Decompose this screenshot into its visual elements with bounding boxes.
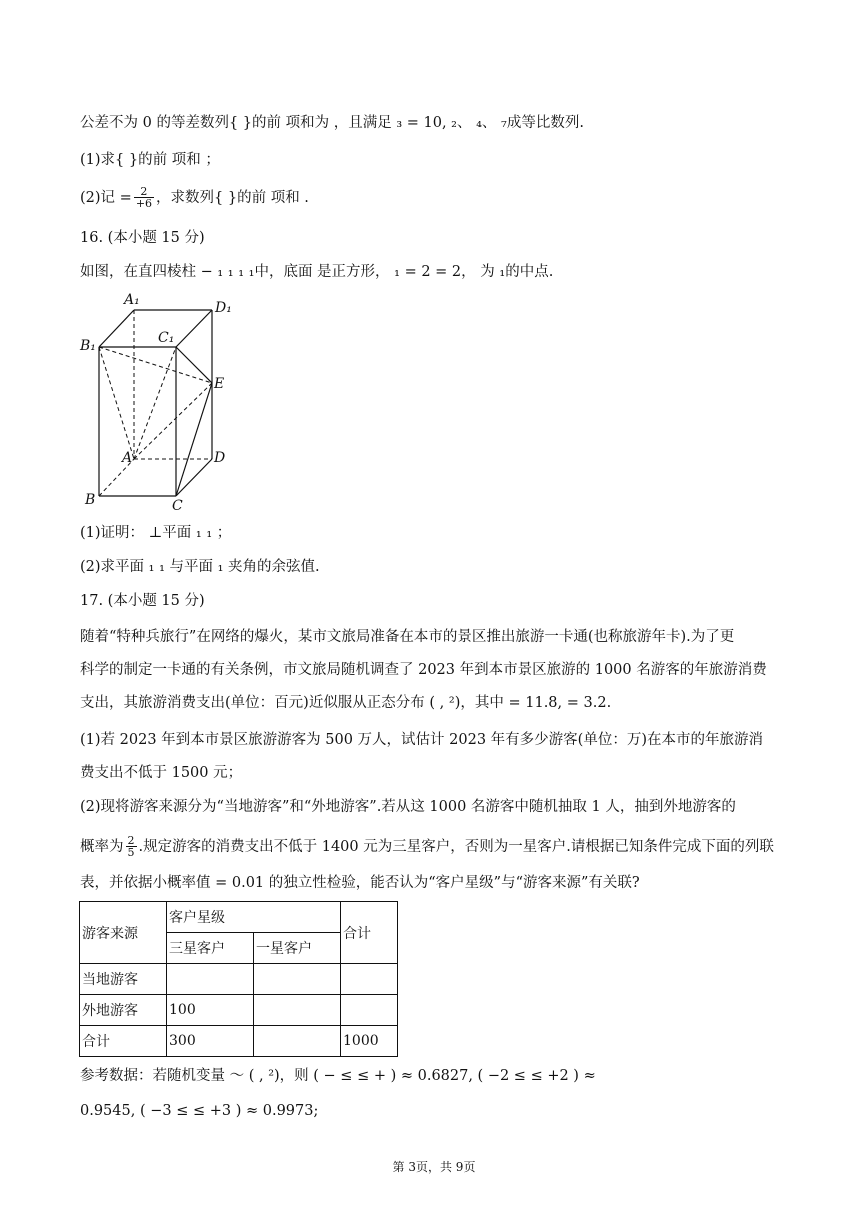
q16-part2: (2)求平面 ₁ ₁ 与平面 ₁ 夹角的余弦值. xyxy=(80,559,320,575)
table-cell-total: 1000 xyxy=(341,1026,398,1057)
table-header-one-star: 一星客户 xyxy=(254,933,341,964)
table-cell-total xyxy=(341,995,398,1026)
table-row xyxy=(80,995,398,1026)
label-c: C xyxy=(172,498,183,512)
table-cell-one xyxy=(254,995,341,1026)
q16-stem: 如图，在直四棱柱 − ₁ ₁ ₁ ₁中，底面 是正方形， ₁ = 2 = 2， 为 ₁的中点. xyxy=(80,264,554,280)
edge-b1a1 xyxy=(99,310,134,347)
table-cell-label: 当地游客 xyxy=(80,964,167,995)
q15-stem: 公差不为 0 的等差数列{ }的前 项和为 ，且满足 ₃ = 10, ₂、 ₄、 ₇成等比数列. xyxy=(80,115,584,131)
edge-b1a xyxy=(99,347,134,459)
q17-line7-tail: .规定游客的消费支出不低于 1400 元为三星客户，否则为一星客户.请根据已知条件完成下面的列联 xyxy=(138,838,774,855)
q17-line7 xyxy=(80,835,774,858)
table-cell-one xyxy=(254,964,341,995)
label-a1: A₁ xyxy=(124,292,140,308)
label-c1: C₁ xyxy=(158,330,175,346)
table-cell-total xyxy=(341,964,398,995)
q17-reference-line1: 参考数据：若随机变量 ～ ( , ²)，则 ( − ≤ ≤ + ) ≈ 0.6827, ( −2 ≤ ≤ +2 ) ≈ xyxy=(80,1068,596,1084)
table-cell-three: 100 xyxy=(167,995,254,1026)
table-cell-one xyxy=(254,1026,341,1057)
q17-header: 17. (本小题 15 分) xyxy=(80,593,205,609)
label-a: A xyxy=(122,450,133,466)
label-e: E xyxy=(214,376,225,392)
contingency-table xyxy=(79,901,398,1057)
table-row xyxy=(80,1026,398,1057)
q17-reference-line2: 0.9545, ( −3 ≤ ≤ +3 ) ≈ 0.9973; xyxy=(80,1103,319,1119)
q15-part2-tail: ，求数列{ }的前 项和 . xyxy=(156,189,309,206)
q17-fraction-den: 5 xyxy=(127,846,135,859)
q17-line4: (1)若 2023 年到本市景区旅游游客为 500 万人，试估计 2023 年有多少游客(单位：万)在本市的年旅游消 xyxy=(80,732,763,748)
table-cell-three xyxy=(167,964,254,995)
table-header-total: 合计 xyxy=(341,902,398,964)
q15-fraction-den: +6 xyxy=(135,197,153,210)
table-header-level: 客户星级 xyxy=(167,902,341,933)
table-header-three-star: 三星客户 xyxy=(167,933,254,964)
q15-fraction-num: 2 xyxy=(134,186,154,198)
label-d1: D₁ xyxy=(215,300,232,316)
table-row xyxy=(80,964,398,995)
label-b: B xyxy=(85,492,96,508)
q17-line3: 支出，其旅游消费支出(单位：百元)近似服从正态分布 ( , ²)，其中 = 11.8, = 3.2. xyxy=(80,695,612,711)
table-cell-label: 合计 xyxy=(80,1026,167,1057)
q17-line1: 随着“特种兵旅行”在网络的爆火，某市文旅局准备在本市的景区推出旅游一卡通(也称旅游年卡).为了更 xyxy=(80,629,735,645)
q15-part2 xyxy=(80,186,309,209)
label-b1: B₁ xyxy=(80,338,96,354)
q15-part1: (1)求{ }的前 项和 ； xyxy=(80,152,220,168)
q16-header: 16. (本小题 15 分) xyxy=(80,230,205,246)
q17-line8: 表，并依据小概率值 = 0.01 的独立性检验，能否认为“客户星级”与“游客来源”有关联? xyxy=(80,875,640,891)
label-d: D xyxy=(214,450,226,466)
q17-fraction xyxy=(126,835,137,858)
q17-line2: 科学的制定一卡通的有关条例，市文旅局随机调查了 2023 年到本市景区旅游的 1000 名游客的年旅游消费 xyxy=(80,662,767,678)
q17-fraction-num: 2 xyxy=(127,834,135,847)
table-cell-label: 外地游客 xyxy=(80,995,167,1026)
q17-line6: (2)现将游客来源分为“当地游客”和“外地游客”.若从这 1000 名游客中随机抽取 1 人，抽到外地游客的 xyxy=(80,799,736,815)
table-cell-three: 300 xyxy=(167,1026,254,1057)
q17-line7-lead: 概率为 xyxy=(80,838,124,855)
prism-figure xyxy=(72,290,242,512)
q16-part1: (1)证明： ⊥平面 ₁ ₁ ； xyxy=(80,525,232,541)
table-header-source: 游客来源 xyxy=(80,902,167,964)
edge-d1c1 xyxy=(176,310,212,347)
q17-line5: 费支出不低于 1500 元； xyxy=(80,765,243,781)
edge-b1e xyxy=(99,347,212,383)
edge-ac1 xyxy=(134,347,176,459)
page-footer: 第 3页，共 9页 xyxy=(392,1160,476,1174)
q15-fraction xyxy=(134,186,154,209)
q15-part2-lead: (2)记 = xyxy=(80,189,132,206)
